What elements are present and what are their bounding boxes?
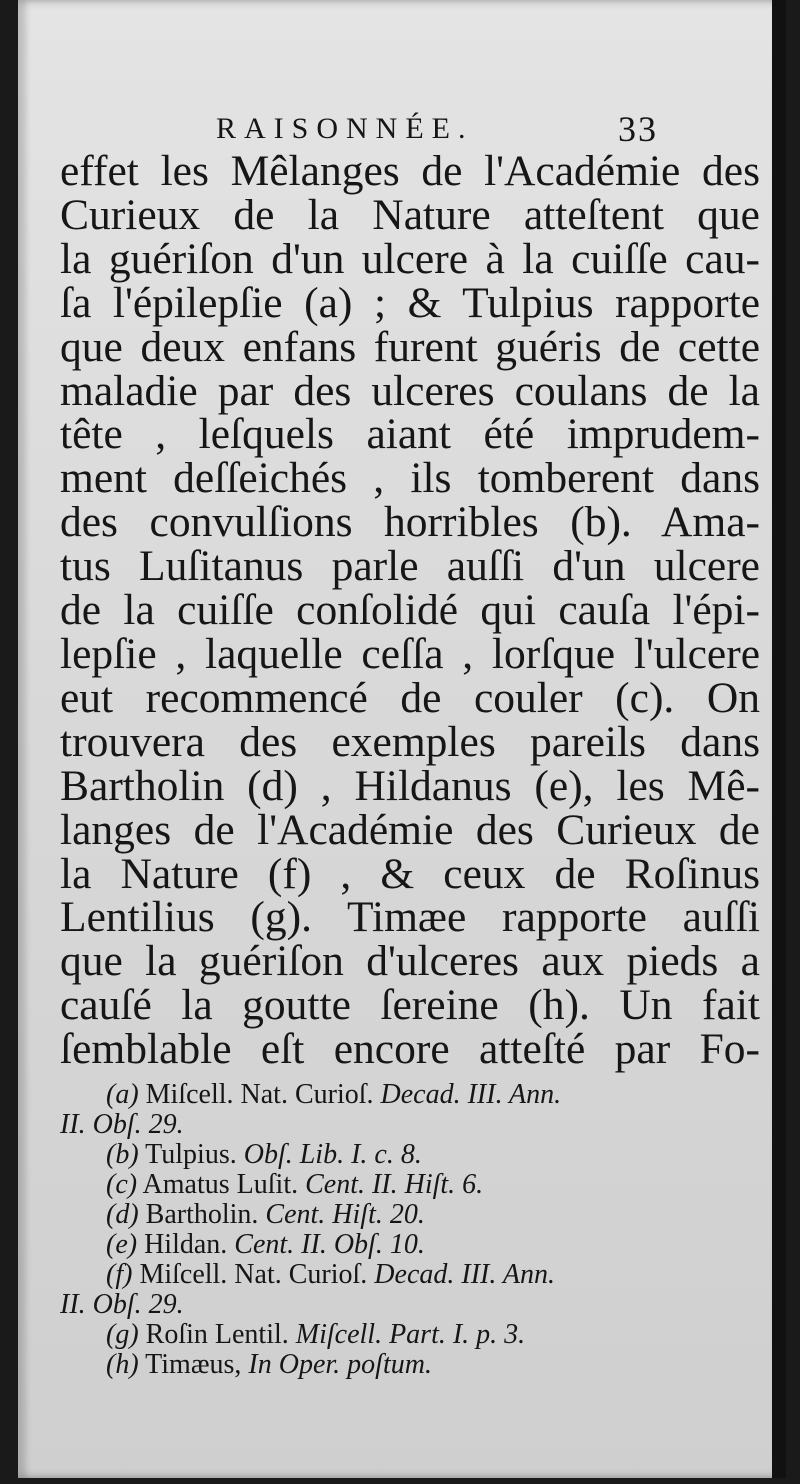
footnote-citation: Miſcell. Part. I. p. 3.: [295, 1319, 526, 1350]
text-line: Lentilius (g). Timæe rapporte auſſi: [60, 893, 760, 942]
book-page: [18, 0, 786, 1478]
text-line: que deux enfans furent guéris de cette: [60, 322, 760, 371]
text-line: tête , leſquels aiant été imprudem-: [60, 410, 760, 459]
text-line: des convulſions horribles (b). Ama-: [60, 498, 760, 547]
footnote-citation: II. Obſ. 29.: [60, 1289, 184, 1320]
footnote-ref: (f): [106, 1259, 133, 1290]
text-line: cauſé la goutte ſereine (h). Un fait: [60, 981, 760, 1030]
footnote-source: Bartholin.: [145, 1199, 259, 1230]
footnote-ref: (d): [106, 1199, 139, 1230]
footnote-source: Miſcell. Nat. Curioſ.: [139, 1259, 368, 1290]
text-line: eut recommencé de couler (c). On: [60, 673, 760, 722]
text-line: lepſie , laquelle ceſſa , lorſque l'ulcere: [60, 629, 760, 678]
footnote-source: Timæus,: [145, 1349, 242, 1380]
text-line: Bartholin (d) , Hildanus (e), les Mê-: [60, 761, 760, 810]
footnote-source: Miſcell. Nat. Curioſ.: [145, 1079, 374, 1110]
text-line: maladie par des ulceres coulans de la: [60, 366, 760, 415]
footnote-citation: Cent. II. Obſ. 10.: [234, 1229, 425, 1260]
text-line: ſa l'épilepſie (a) ; & Tulpius rapporte: [60, 278, 760, 327]
page-number: 33: [618, 109, 658, 149]
footnote-d: [60, 1200, 760, 1230]
footnote-citation: Decad. III. Ann.: [374, 1259, 555, 1290]
footnote-citation: Obſ. Lib. I. c. 8.: [243, 1139, 422, 1170]
footnote-f: [60, 1260, 760, 1290]
text-line: la Nature (f) , & ceux de Roſinus: [60, 849, 760, 898]
page-header: [18, 109, 738, 152]
footnote-citation: Decad. III. Ann.: [380, 1079, 562, 1110]
footnote-f-continued: [60, 1290, 760, 1320]
footnote-e: [60, 1230, 760, 1260]
footnote-citation: II. Obſ. 29.: [60, 1109, 184, 1140]
text-line: Curieux de la Nature atteſtent que: [60, 190, 760, 239]
text-line: effet les Mêlanges de l'Académie des: [60, 147, 760, 195]
footnote-ref: (e): [106, 1229, 138, 1260]
footnote-h: [60, 1350, 760, 1380]
footnote-source: Roſin Lentil.: [145, 1319, 289, 1350]
footnote-source: Hildan.: [144, 1229, 228, 1260]
footnotes: [60, 1080, 760, 1380]
footnote-source: Tulpius.: [145, 1139, 237, 1170]
footnote-a: [60, 1080, 760, 1110]
footnote-ref: (h): [106, 1349, 139, 1380]
text-line: langes de l'Académie des Curieux de: [60, 805, 760, 854]
text-line: la guériſon d'un ulcere à la cuiſſe cau-: [60, 234, 760, 283]
footnote-ref: (b): [106, 1139, 139, 1170]
footnote-citation: In Oper. poſtum.: [248, 1349, 432, 1380]
text-line: tus Luſitanus parle auſſi d'un ulcere: [60, 542, 760, 591]
footnote-g: [60, 1320, 760, 1350]
text-line: ment deſſeichés , ils tomberent dans: [60, 454, 760, 503]
text-line: de la cuiſſe conſolidé qui cauſa l'épi-: [60, 586, 760, 635]
footnote-citation: Cent. Hiſt. 20.: [265, 1199, 425, 1230]
body-text: [60, 147, 760, 1074]
text-line: ſemblable eſt encore atteſté par Fo-: [60, 1025, 760, 1074]
text-line: trouvera des exemples pareils dans: [60, 717, 760, 766]
running-title: RAISONNÉE.: [216, 112, 474, 145]
footnote-ref: (c): [106, 1169, 138, 1200]
footnote-ref: (a): [106, 1079, 139, 1110]
footnote-a-continued: [60, 1110, 760, 1140]
footnote-citation: Cent. II. Hiſt. 6.: [305, 1169, 484, 1200]
footnote-c: [60, 1170, 760, 1200]
footnote-ref: (g): [106, 1319, 139, 1350]
footnote-source: Amatus Luſit.: [142, 1169, 299, 1200]
footnote-b: [60, 1140, 760, 1170]
text-line: que la guériſon d'ulceres aux pieds a: [60, 937, 760, 986]
